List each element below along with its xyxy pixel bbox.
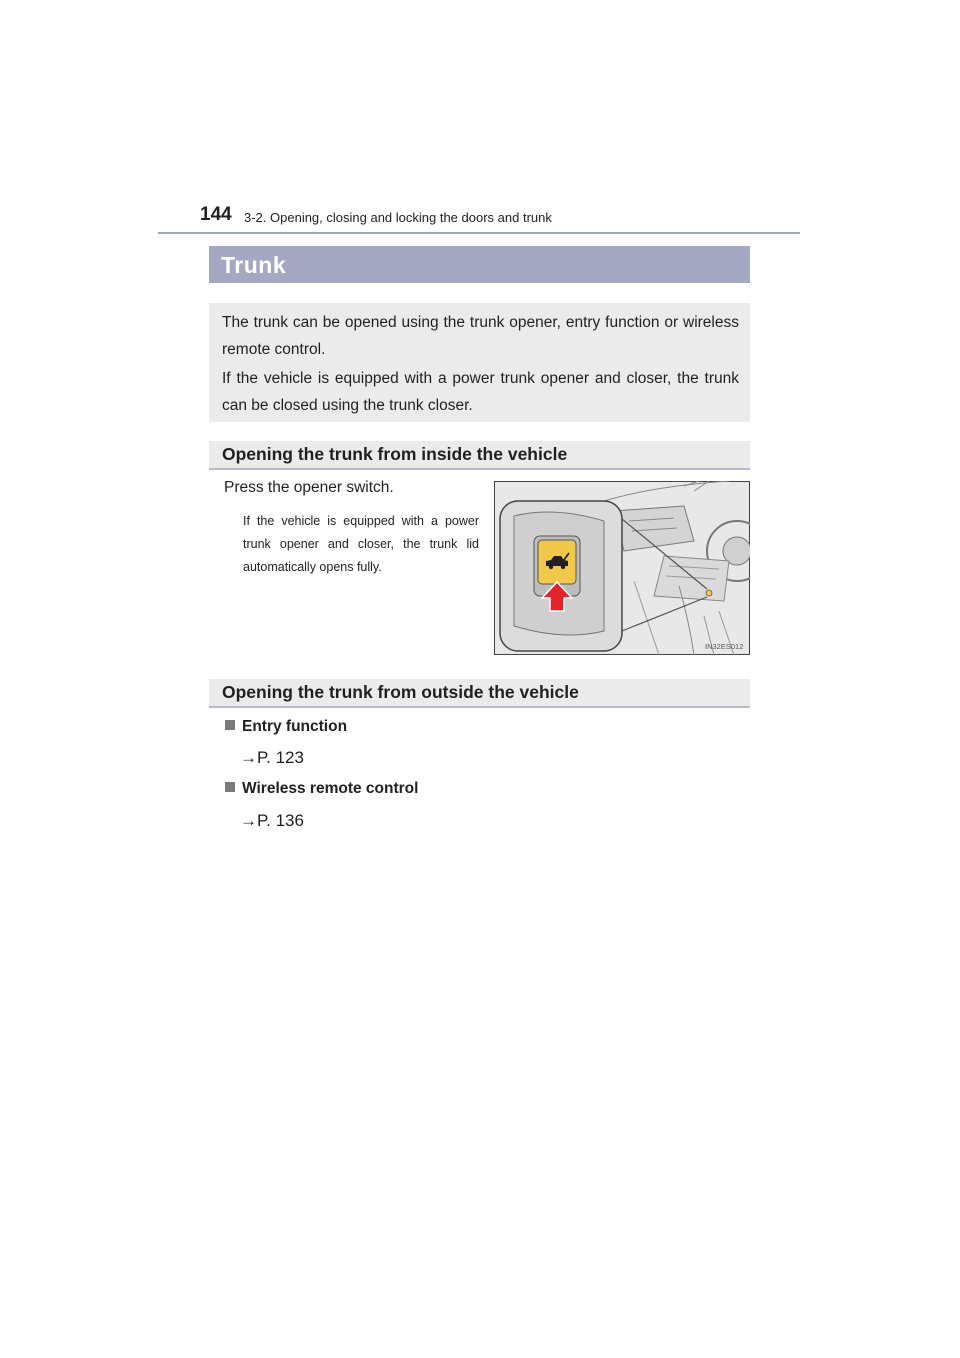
page-ref-link[interactable]: →P. 136 <box>240 811 304 830</box>
item-entry-function <box>225 718 347 736</box>
running-head: 3-2. Opening, closing and locking the doors and trunk <box>244 210 552 225</box>
intro-box <box>209 303 750 422</box>
page-title: Trunk <box>221 252 287 278</box>
instruction-text: Press the opener switch. <box>224 479 394 496</box>
trunk-opener-illustration <box>494 481 750 655</box>
intro-paragraph-1: The trunk can be opened using the trunk opener, entry function or wireless remote control. <box>222 314 739 358</box>
section-heading-outside-label: Opening the trunk from outside the vehicle <box>222 682 579 702</box>
item-wireless-remote <box>225 780 418 798</box>
section-heading-inside-label: Opening the trunk from inside the vehicle <box>222 444 568 464</box>
section-heading-inside <box>209 441 750 470</box>
section-heading-outside <box>209 679 750 708</box>
item-label: Entry function <box>242 718 348 735</box>
bullet-square-icon <box>225 720 235 730</box>
intro-paragraph-2: If the vehicle is equipped with a power trunk opener and closer, the trunk can be closed using the trunk closer. <box>222 370 739 414</box>
bullet-square-icon <box>225 782 235 792</box>
page-ref-link[interactable]: →P. 123 <box>240 748 304 767</box>
page-number: 144 <box>200 204 232 225</box>
header-rule <box>158 232 800 234</box>
item-label: Wireless remote control <box>242 780 419 797</box>
figure-code: IN32ES012 <box>705 642 744 651</box>
title-bar <box>209 246 750 283</box>
note-text: If the vehicle is equipped with a power trunk opener and closer, the trunk lid automatically opens fully. <box>243 514 479 574</box>
